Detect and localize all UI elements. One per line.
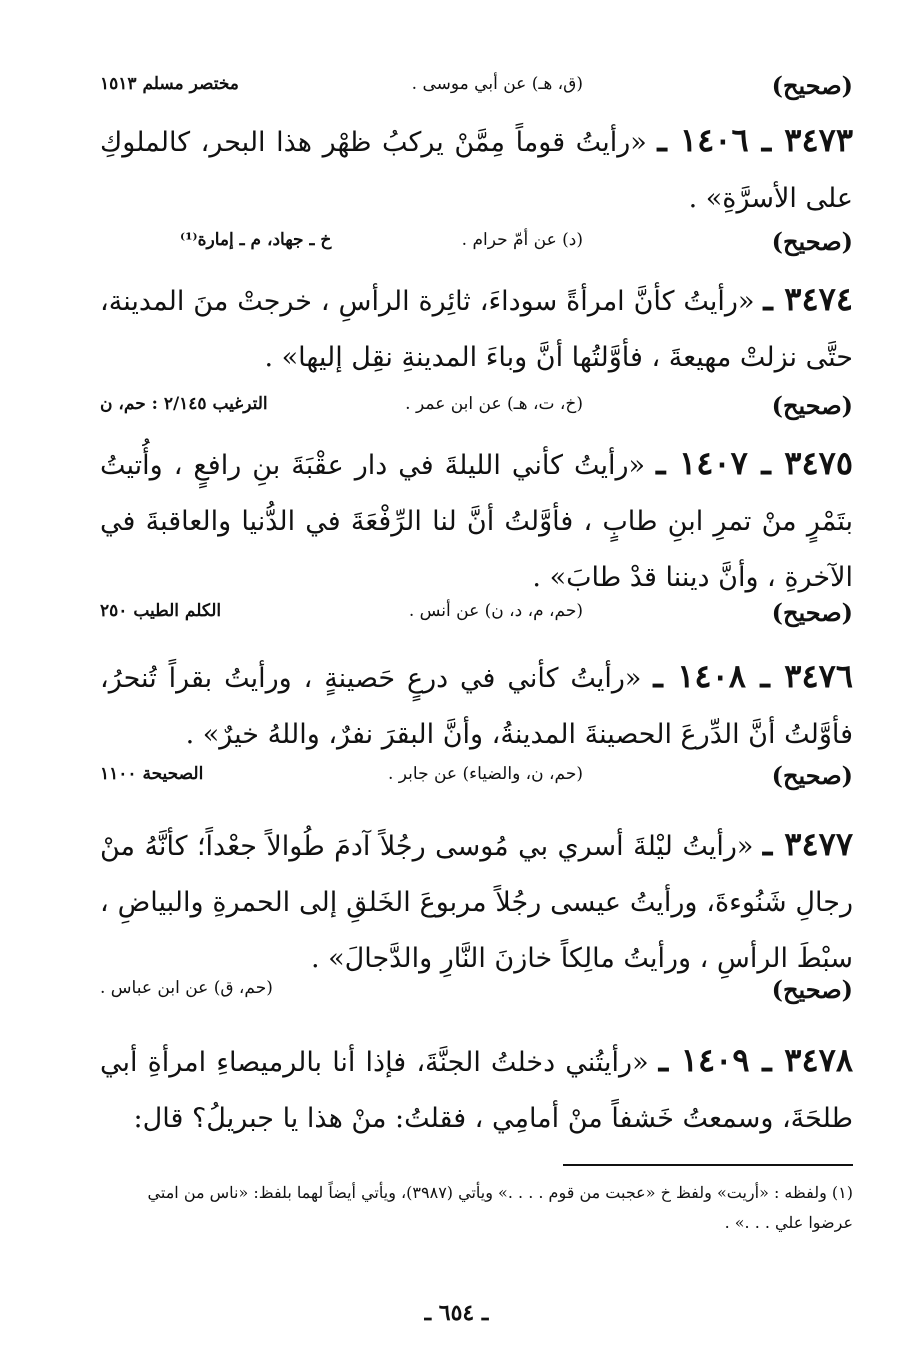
source-list: (خ، ت، هـ) عن ابن عمر . [405,394,583,414]
hadith-number: ٣٤٧٧ ـ [762,825,853,863]
hadith-text: «رأيتُ كأني في درعٍ حَصينةٍ ، ورأيتُ بقراً تُنحرُ، فأوَّلتُ أنَّ الدِّرعَ الحصينةَ المدينةُ، وأنَّ البقرَ نفرٌ، واللهُ خيرٌ» . [100,663,853,750]
hadith-text: «رأيتُ قوماً مِمَّنْ يركبُ ظهْر هذا البحر، كالملوكِ على الأسرَّةِ» . [100,127,853,214]
grade-row [100,970,853,1010]
hadith-text: «رأيتُ كأني الليلةَ في دار عقْبَةَ بنِ رافعٍ ، وأُتيتُ بتَمْرٍ منْ تمرِ ابنِ طابٍ ، فأوَّلتُ أنَّ لنا الرِّفْعَةَ في الدُّنيا والعاقبةَ في الآخرةِ ، وأنَّ ديننا قدْ طابَ» . [100,450,853,593]
grade-label: ( صحيح ) [772,66,853,106]
hadith-entry [100,816,853,987]
hadith-text: «رأيتُني دخلتُ الجنَّةَ، فإذا أنا بالرميصاءِ امرأةِ أبي طلحَةَ، وسمعتُ خَشفاً منْ أمامِي ، فقلتُ: منْ هذا يا جبريلُ؟ قال: [100,1047,853,1134]
reference: خ ـ جهاد، م ـ إمارة⁽¹⁾ [180,230,332,250]
grade-label: ( صحيح ) [772,386,853,426]
reference: الكلم الطيب ٢٥٠ [100,601,222,621]
grade-label: ( صحيح ) [772,756,853,796]
hadith-text: «رأيتُ كأنَّ امرأةً سوداءَ، ثائِرة الرأسِ ، خرجتْ منَ المدينة، حتَّى نزلتْ مهيعةَ ، فأوَّلتُها أنَّ وباءَ المدينةِ نقِل إليها» . [100,286,853,373]
grade-row [100,66,853,106]
hadith-entry [100,271,853,386]
reference: مختصر مسلم ١٥١٣ [100,74,239,94]
grade-label: ( صحيح ) [772,593,853,633]
reference: الصحيحة ١١٠٠ [100,764,204,784]
page-number: ـ ٦٥٤ ـ [424,1300,489,1326]
hadith-number: ٣٤٧٥ ـ ١٤٠٧ ـ [656,444,854,482]
hadith-number: ٣٤٧٨ ـ ١٤٠٩ ـ [658,1041,854,1079]
hadith-entry [100,648,853,763]
grade-label: ( صحيح ) [772,970,853,1010]
grade-row [100,222,853,262]
hadith-text: «رأيتُ ليْلةَ أسري بي مُوسى رجُلاً آدمَ طُوالاً جعْداً؛ كأنَّهُ منْ رجالِ شَنُوءةَ، ورأيتُ عيسى رجُلاً مربوعَ الخَلقِ إلى الحمرةِ والبياضِ ، سبْطَ الرأسِ ، ورأيتُ مالِكاً خازنَ النَّارِ والدَّجالَ» . [100,831,853,974]
reference: الترغيب ٢/١٤٥ : حم، ن [100,394,268,414]
source-list: (ق، هـ) عن أبي موسى . [411,74,583,94]
grade-label: ( صحيح ) [772,222,853,262]
grade-row [100,593,853,633]
hadith-number: ٣٤٧٦ ـ ١٤٠٨ ـ [653,657,853,695]
grade-row [100,756,853,796]
footnote-divider [563,1164,853,1166]
source-list: (حم، م، د، ن) عن أنس . [408,601,583,621]
source-list: (حم، ن، والضياء) عن جابر . [387,764,583,784]
source-list: (حم، ق) عن ابن عباس . [100,978,273,998]
hadith-number: ٣٤٧٤ ـ [763,280,853,318]
footnote: (١) ولفظه : «أريت» ولفظ خ «عجبت من قوم . . . .» ويأتي (٣٩٨٧)، ويأتي أيضاً لهما بلفظ: «ناس من امتي عرضوا علي . . .» . [147,1183,853,1232]
hadith-entry [100,112,853,227]
source-list: (د) عن أمّ حرام . [461,230,583,250]
hadith-number: ٣٤٧٣ ـ ١٤٠٦ ـ [657,121,854,159]
grade-row [100,386,853,426]
hadith-entry [100,1032,853,1147]
hadith-entry [100,435,853,606]
